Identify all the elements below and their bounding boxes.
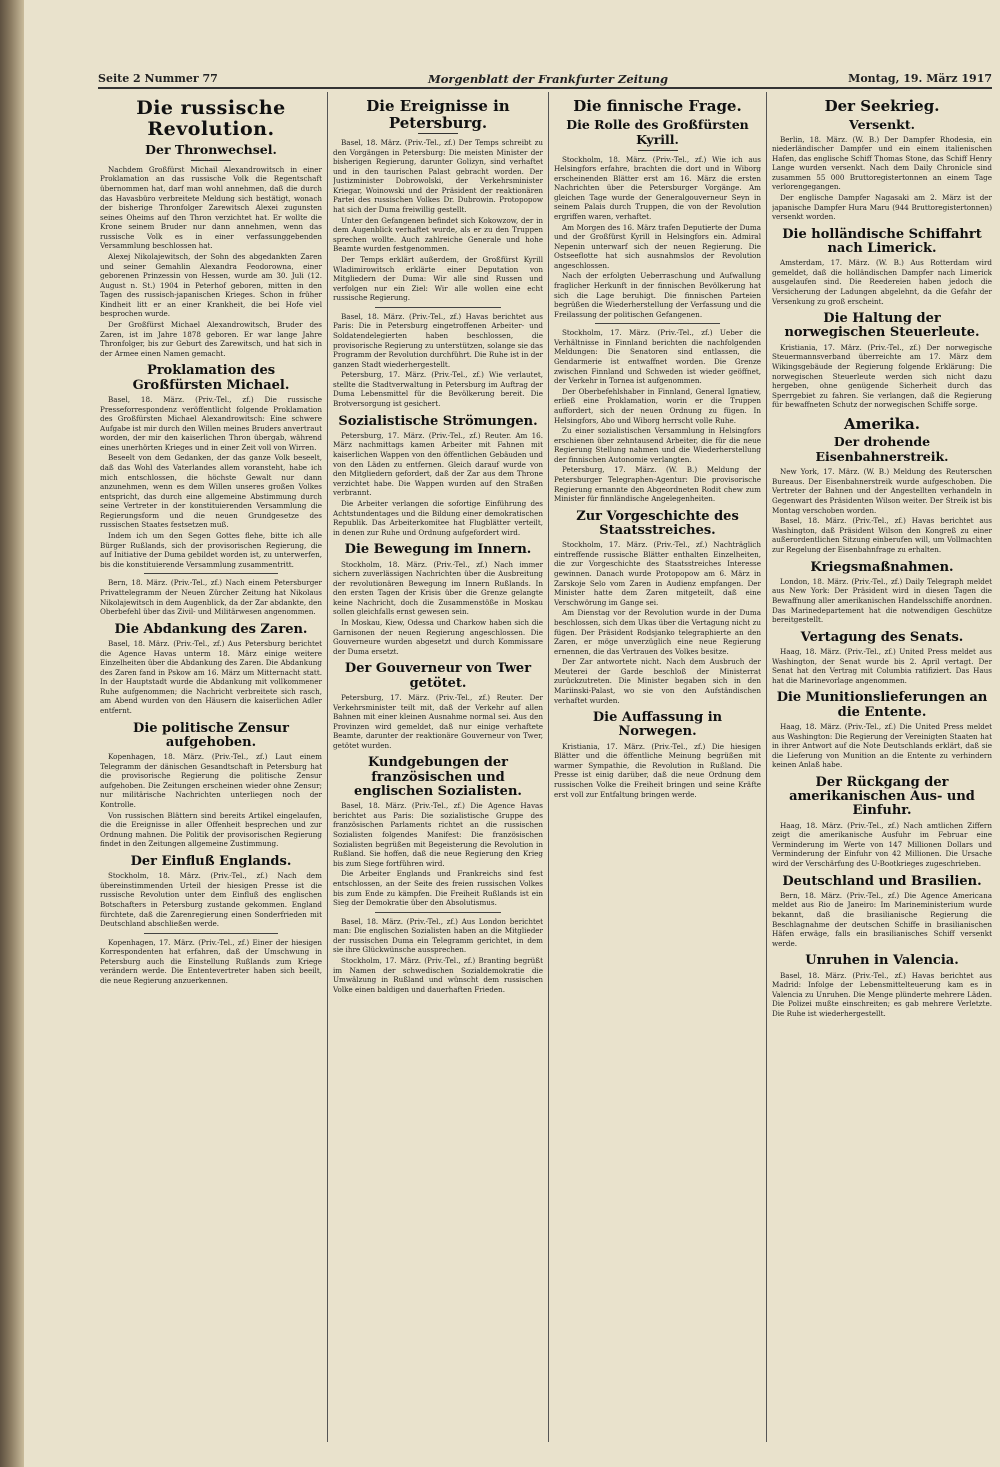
article-paragraph: Von russischen Blättern sind bereits Artikel eingelaufen, die die Ereignisse in aller Offenheit besprechen und zur Ordnung mahnen. Die Politik der provisorischen Regierung findet in den Zeitungen allgemeine Zustimmung.	[100, 810, 322, 849]
article-paragraph: Basel, 18. März. (Priv.-Tel., zf.) Havas berichtet aus Washington, daß Präsident Wilson den Kongreß zu einer außerordentlichen Sitzung einberufen will, um Vollmachten zur Regelung der Eisenbahnfrage zu erhalten.	[772, 516, 992, 554]
section-headline: Der Gouverneur von Twer getötet.	[344, 661, 532, 691]
article-paragraph: Indem ich um den Segen Gottes flehe, bitte ich alle Bürger Rußlands, sich der provisorischen Regierung, die auf Initiative der Duma gebildet worden ist, zu unterwerfen, bis die konstituierende Versammlung zusammentritt.	[100, 531, 322, 569]
article-paragraph: Basel, 18. März. (Priv.-Tel., zf.) Die Agence Havas berichtet aus Paris: Die sozialistische Gruppe des französischen Parlaments richtet an die russischen Sozialisten folgendes Manifest: Die französischen Sozialisten begrüßen mit Begeisterung die Revolution in Rußland. Sie hoffen, daß die neue Regierung den Krieg bis zum Siege fortführen wird.	[333, 801, 543, 868]
article-paragraph: Der Zar antwortete nicht. Nach dem Ausbruch der Meuterei der Garde beschloß der Ministerrat zurückzutreten. Die Minister begaben sich in den Mariinski-Palast, wo sie von den Aufständischen verhaftet wurden.	[554, 657, 761, 705]
article-paragraph: Petersburg, 17. März. (Priv.-Tel., zf.) Wie verlautet, stellte die Stadtverwaltung in Petersburg im Auftrag der Duma Lebensmittel für die Bevölkerung bereit. Die Brotversorgung ist gesichert.	[333, 370, 543, 409]
article-paragraph: Basel, 18. März. (Priv.-Tel., zf.) Die russische Presseforrespondenz veröffentlicht folgende Proklamation des Großfürsten Michael Alexandrowitsch: Eine schwere Aufgabe ist mir durch den Willen meines Bruders anvertraut worden, der mir den kaiserlichen Thron übergab, während eines unerhörten Krieges und in einer Zeit voll von Wirren.	[100, 394, 322, 452]
article-paragraph: Stockholm, 18. März. (Priv.-Tel., zf.) Wie ich aus Helsingfors erfahre, brachten die dort und in Wiborg erscheinenden Blätter erst am 16. März die ersten Nachrichten über die Petersburger Vorgänge. Am gleichen Tage wurde der Generalgouverneur Seyn in seinem Palais durch Truppen, die von der Revolution ergriffen waren, verhaftet.	[554, 154, 761, 221]
section-headline: Kundgebungen der französischen und englischen Sozialisten.	[354, 755, 522, 799]
article-paragraph: Berlin, 18. März. (W. B.) Der Dampfer Rhodesia, ein niederländischer Dampfer und ein einem italienischen Hafen, das englische Schiff Thomas Stone, das Schiff Henry Lange wurden versenkt. Nach dem Daily Chronicle sind zusammen 55 000 Bruttoregistertonnen an einem Tage verlorengegangen.	[772, 134, 992, 192]
article-paragraph: Die Arbeiter verlangen die sofortige Einführung des Achtstundentages und die Bildung einer demokratischen Republik. Das Arbeiterkomitee hat Flugblätter verteilt, in denen zur Ruhe und Ordnung aufgefordert wird.	[333, 498, 543, 537]
article-paragraph: Amsterdam, 17. März. (W. B.) Aus Rotterdam wird gemeldet, daß die holländischen Dampfer nach Limerick ausgelaufen sind. Die Reedereien haben jedoch die Versicherung der Ladungen abgelehnt, da die Gefahr der Versenkung zu groß erscheint.	[772, 258, 992, 306]
divider	[595, 323, 719, 324]
page-number: Seite 2 Nummer 77	[98, 72, 218, 85]
article-paragraph: Der Großfürst Michael Alexandrowitsch, Bruder des Zaren, ist im Jahre 1878 geboren. Er war lange Jahre Thronfolger, bis zur Geburt des Zarewitsch, und hat sich in der Armee einen Namen gemacht.	[100, 320, 322, 358]
section-headline: Unruhen in Valencia.	[805, 953, 959, 969]
column-2	[333, 92, 543, 1442]
article-paragraph: Zu einer sozialistischen Versammlung in Helsingfors erschienen über zehntausend Arbeiter, die für die neue Regierung Stellung nahmen und die Wiederherstellung der finnischen Autonomie verlangten.	[554, 426, 761, 464]
article-paragraph: Unter den Gefangenen befindet sich Kokowzow, der in dem Augenblick verhaftet wurde, als er zu den Truppen sprechen wollte. Auch zahlreiche Generale und hohe Beamte wurden festgenommen.	[333, 215, 543, 254]
article-paragraph: Beseelt von dem Gedanken, der das ganze Volk beseelt, daß das Wohl des Vaterlandes allem voransteht, habe ich mich entschlossen, die höchste Gewalt nur dann anzunehmen, wenn es dem Willen unseres großen Volkes entspricht, das durch eine allgemeine Abstimmung durch seine Vertreter in der konstituierenden Versammlung die Regierungsform und die neuen Grundgesetze des russischen Staates festsetzen muß.	[100, 453, 322, 530]
page-header	[98, 68, 992, 90]
article-paragraph: Am Morgen des 16. März trafen Deputierte der Duma und der Großfürst Kyrill in Helsingfors ein. Admiral Nepenin unterwarf sich der neuen Regierung. Die Ostseeflotte hat sich ausnahmslos der Revolution angeschlossen.	[554, 222, 761, 270]
article-paragraph: Petersburg, 17. März. (Priv.-Tel., zf.) Reuter. Am 16. März nachmittags kamen Arbeiter mit Fahnen mit kaiserlichen Wappen von den öffentlichen Gebäuden und von den Läden zu entfernen. Gleich darauf wurde von den Mitgliedern gefordert, daß der Zar aus dem Throne verzichtet habe. Die Wappen wurden auf den Straßen verbrannt.	[333, 430, 543, 498]
article-paragraph: Kristiania, 17. März. (Priv.-Tel., zf.) Die hiesigen Blätter und die öffentliche Meinung begrüßen mit warmer Sympathie, die Revolution in Rußland. Die Presse ist einig darüber, daß die neue Ordnung dem russischen Volke die Freiheit bringen und seine Kräfte erst voll zur Entfaltung bringen werde.	[554, 741, 761, 799]
column-rule	[327, 92, 328, 1442]
section-headline: Kriegsmaßnahmen.	[810, 559, 954, 575]
divider	[191, 160, 231, 161]
section-headline: Sozialistische Strömungen.	[338, 413, 538, 429]
section-headline: Vertagung des Senats.	[800, 629, 964, 645]
article-paragraph: Basel, 18. März. (Priv.-Tel., zf.) Havas berichtet aus Madrid: Infolge der Lebensmittelteuerung kam es in Valencia zu Unruhen. Die Menge plünderte mehrere Läden. Die Polizei mußte einschreiten; es gab mehrere Verletzte. Die Ruhe ist wiederhergestellt.	[772, 970, 992, 1018]
article-paragraph: Petersburg, 17. März. (Priv.-Tel., zf.) Reuter. Der Verkehrsminister teilt mit, daß der Verkehr auf allen Bahnen mit einer kleinen Ausnahme normal sei. Aus den Provinzen wird gemeldet, daß nur einige verhaftete Beamte, darunter der reaktionäre Gouverneur von Twer, getötet wurden.	[333, 692, 543, 750]
article-paragraph: Am Dienstag vor der Revolution wurde in der Duma beschlossen, sich dem Ukas über die Vertagung nicht zu fügen. Der Präsident Rodsjanko telegraphierte an den Zaren, er möge unverzüglich eine neue Regierung ernennen, die das Vertrauen des Volkes besitze.	[554, 608, 761, 656]
article-paragraph: Nach der erfolgten Ueberraschung und Aufwallung fraglicher Herkunft in der finnischen Bevölkerung hat sich die Lage beruhigt. Die finnischen Parteien begrüßen die Wiederherstellung der Verfassung und die Freilassung der politischen Gefangenen.	[554, 271, 761, 319]
article-paragraph: Alexej Nikolajewitsch, der Sohn des abgedankten Zaren und seiner Gemahlin Alexandra Feodorowna, einer geborenen Prinzessin von Hessen, wurde am 30. Juli (12. August n. St.) 1904 in Peterhof geboren, mitten in den Tagen des russisch-japanischen Krieges. Schon in früher Kindheit litt er an einer Krankheit, die bei Hofe viel besprochen wurde.	[100, 251, 322, 319]
section-headline: Der Einfluß Englands.	[130, 853, 292, 869]
section-headline: Deutschland und Brasilien.	[782, 873, 982, 889]
section-headline: Proklamation des Großfürsten Michael.	[132, 363, 290, 393]
section-headline: Die holländische Schiffahrt nach Limerick.	[782, 226, 982, 256]
article-paragraph: In Moskau, Kiew, Odessa und Charkow haben sich die Garnisonen der neuen Regierung angeschlossen. Die Gouverneure wurden abgesetzt und durch Kommissare der Duma ersetzt.	[333, 618, 543, 656]
section-headline: Die Munitionslieferungen an die Entente.	[776, 690, 988, 720]
section-headline: Amerika.	[844, 414, 920, 433]
section-headline: Die politische Zensur aufgehoben.	[133, 720, 289, 750]
column-1	[100, 92, 322, 1442]
column-rule	[766, 92, 767, 1442]
book-binding	[0, 0, 24, 1467]
article-paragraph: Basel, 18. März. (Priv.-Tel., zf.) Aus Petersburg berichtet die Agence Havas unterm 18. März einige weitere Einzelheiten über die Abdankung des Zaren. Die Abdankung des Zaren fand in Pskow am 16. März um Mitternacht statt. In der Hauptstadt wurde die Abdankung mit vollkommener Ruhe aufgenommen; die Nachricht verbreitete sich rasch, am Abend wurden von den Häusern die kaiserlichen Adler entfernt.	[100, 638, 322, 715]
article-paragraph: Kopenhagen, 18. März. (Priv.-Tel., zf.) Laut einem Telegramm der dänischen Gesandtschaft in Petersburg hat die provisorische Regierung die politische Zensur aufgehoben. Die Zeitungen erscheinen wieder ohne Zensur; nur militärische Nachrichten unterliegen noch der Kontrolle.	[100, 752, 322, 810]
article-paragraph: Stockholm, 17. März. (Priv.-Tel., zf.) Nachträglich eintreffende russische Blätter enthalten Einzelheiten, die zur Vorgeschichte des Staatsstreiches Interesse gewinnen. Danach wurde Protopopow am 6. März in Zarskoje Selo vom Zaren in Audienz empfangen. Der Minister hatte dem Zaren mitgeteilt, daß eine Verschwörung im Gange sei.	[554, 540, 761, 607]
section-subtitle: Der Thronwechsel.	[145, 141, 277, 157]
article-paragraph: Basel, 18. März. (Priv.-Tel., zf.) Der Temps schreibt zu den Vorgängen in Petersburg: Die meisten Minister der bisherigen Regierung, darunter Golizyn, sind verhaftet und in den taurischen Palast gebracht worden. Der Justizminister Dobrowolski, der Verkehrsminister Kriegar, Woinowski und der Präsident der reaktionären Partei des russischen Volkes Dr. Dubrowin. Protopopow hat sich der Duma freiwillig gestellt.	[333, 138, 543, 215]
article-paragraph: Der englische Dampfer Nagasaki am 2. März ist der japanische Dampfer Hura Maru (944 Bruttoregistertonnen) versenkt worden.	[772, 192, 992, 222]
issue-date: Montag, 19. März 1917	[848, 72, 992, 85]
article-paragraph: Petersburg, 17. März. (W. B.) Meldung der Petersburger Telegraphen-Agentur: Die provisorische Regierung ernannte den Abgeordneten Rodit chew zum Minister für finnländische Angelegenheiten.	[554, 465, 761, 504]
section-headline: Der Seekrieg.	[824, 97, 940, 115]
article-paragraph: Der Oberbefehlshaber in Finnland, General Ignatiew, erließ eine Proklamation, worin er die Truppen auffordert, sich der neuen Ordnung zu fügen. In Helsingfors, Abo und Wiborg herrscht volle Ruhe.	[554, 386, 761, 425]
article-paragraph: Stockholm, 18. März. (Priv.-Tel., zf.) Nach dem übereinstimmenden Urteil der hiesigen Presse ist die russische Revolution unter dem Einfluß des englischen Botschafters in Petersburg zustande gekommen. England fürchtete, daß die Zarenregierung einen Sonderfrieden mit Deutschland abschließen werde.	[100, 871, 322, 929]
masthead: Morgenblatt der Frankfurter Zeitung	[428, 72, 669, 86]
header-rule	[98, 87, 992, 89]
section-headline: Die Auffassung in Norwegen.	[592, 710, 723, 740]
article-paragraph: Bern, 18. März. (Priv.-Tel., zf.) Die Agence Americana meldet aus Rio de Janeiro: Im Marineministerium wurde bekannt, daß die brasilianische Regierung die Beschlagnahme der deutschen Schiffe in brasilianischen Häfen erwäge, falls ein brasilianisches Schiff versenkt werde.	[772, 890, 992, 948]
article-paragraph: London, 18. März. (Priv.-Tel., zf.) Daily Telegraph meldet aus New York: Der Präsident wird in diesen Tagen die Bewaffnung aller amerikanischen Handelsschiffe anordnen. Das Marinedepartement hat die notwendigen Geschütze bereitgestellt.	[772, 576, 992, 625]
divider	[375, 912, 501, 913]
section-headline: Die finnische Frage.	[573, 97, 742, 115]
article-paragraph: Die Arbeiter Englands und Frankreichs sind fest entschlossen, an der Seite des freien russischen Volkes bis zum Ende zu kämpfen. Die Freiheit Rußlands ist ein Sieg der Demokratie über den Absolutismus.	[333, 869, 543, 908]
section-headline: Die Haltung der norwegischen Steuerleute.	[784, 311, 980, 341]
section-headline: Die Bewegung im Innern.	[344, 542, 532, 558]
section-subtitle: Die Rolle des Großfürsten Kyrill.	[566, 116, 749, 147]
main-headline: Die russische Revolution.	[136, 97, 286, 140]
section-headline: Der Rückgang der amerikanischen Aus- und Einfuhr.	[789, 774, 975, 819]
article-paragraph: Kopenhagen, 17. März. (Priv.-Tel., zf.) Einer der hiesigen Korrespondenten hat erfahren, daß der Umschwung in Petersburg auch die Einstellung Rußlands zum Kriege verändern werde. Die Ententevertreter haben sich beeilt, die neue Regierung anzuerkennen.	[100, 937, 322, 986]
divider	[144, 573, 277, 574]
section-headline: Die Ereignisse in Petersburg.	[366, 97, 510, 132]
article-paragraph: Basel, 18. März. (Priv.-Tel., zf.) Havas berichtet aus Paris: Die in Petersburg eingetroffenen Arbeiter- und Soldatendelegierten haben beschlossen, die provisorische Regierung zu unterstützen, solange sie das Programm der Revolution durchführt. Die Ruhe ist in der ganzen Stadt wiederhergestellt.	[333, 311, 543, 369]
divider	[418, 133, 458, 134]
article-paragraph: Haag, 18. März. (Priv.-Tel., zf.) United Press meldet aus Washington, der Senat wurde bis 2. April vertagt. Der Senat hat den Vertrag mit Columbia ratifiziert. Das Haus hat die Marinevorlage angenommen.	[772, 647, 992, 685]
column-rule	[548, 92, 549, 1442]
article-paragraph: Haag, 18. März. (Priv.-Tel., zf.) Die United Press meldet aus Washington: Die Regierung der Vereinigten Staaten hat in ihrer Antwort auf die Note Deutschlands erklärt, daß sie die Lieferung von Munition an die Entente zu verhindern keinen Anlaß habe.	[772, 721, 992, 770]
article-paragraph: Haag, 18. März. (Priv.-Tel., zf.) Nach amtlichen Ziffern zeigt die amerikanische Ausfuhr im Februar eine Verminderung im Werte von 147 Millionen Dollars und Verminderung der Einfuhr von 42 Millionen. Die Ursache wird der Verschärfung des U-Bootkrieges zugeschrieben.	[772, 820, 992, 869]
article-paragraph: Nachdem Großfürst Michail Alexandrowitsch in einer Proklamation an das russische Volk die Regentschaft übernommen hat, darf man wohl annehmen, daß die durch das Havasbüro verbreitete Meldung sich bestätigt, wonach der bisherige Thronfolger Zarewitsch Alexei zugunsten seines Oheims auf den Thron verzichtet hat. Er wollte die Krone seinem Bruder nur dann annehmen, wenn das russische Volk es in einer verfassunggebenden Versammlung beschlossen hat.	[100, 164, 322, 251]
article-paragraph: Kristiania, 17. März. (Priv.-Tel., zf.) Der norwegische Steuermannsverband überreichte am 17. März dem Wikingsgebäude der Regierung folgende Erklärung: Die norwegischen Steuerleute werden sich nicht dazu hergeben, ohne genügende Sicherheit durch das Sperrgebiet zu fahren. Sie verlangen, daß die Regierung für bewaffneten Schutz der norwegischen Schiffe sorge.	[772, 342, 992, 410]
divider	[375, 307, 501, 308]
section-subtitle: Versenkt.	[849, 116, 915, 132]
section-subtitle: Der drohende Eisenbahnerstreik.	[815, 434, 949, 465]
newspaper-page	[24, 0, 1000, 1467]
article-paragraph: Stockholm, 17. März. (Priv.-Tel., zf.) Branting begrüßt im Namen der schwedischen Sozialdemokratie die Umwälzung in Rußland und wünscht dem russischen Volke einen baldigen und dauerhaften Frieden.	[333, 955, 543, 994]
article-paragraph: Stockholm, 18. März. (Priv.-Tel., zf.) Nach immer sichern zuverlässigen Nachrichten über die Ausbreitung der revolutionären Bewegung im Innern Rußlands. In den ersten Tagen der Krisis über die Grenze gelangte keine Nachricht, doch die Zusammenstöße in Moskau sollen gleichfalls ernst gewesen sein.	[333, 559, 543, 617]
article-paragraph: Stockholm, 17. März. (Priv.-Tel., zf.) Ueber die Verhältnisse in Finnland berichten die nachfolgenden Meldungen: Die Senatoren sind entlassen, die Gendarmerie ist entwaffnet worden. Die Grenze zwischen Finnland und Schweden ist wieder geöffnet, der Verkehr in Tornea ist aufgenommen.	[554, 328, 761, 386]
article-paragraph: Basel, 18. März. (Priv.-Tel., zf.) Aus London berichtet man: Die englischen Sozialisten haben an die Mitglieder der russischen Duma ein Telegramm gerichtet, in dem sie ihre Glückwünsche aussprechen.	[333, 916, 543, 955]
column-3	[554, 92, 761, 1442]
section-headline: Die Abdankung des Zaren.	[114, 621, 308, 637]
divider	[638, 150, 678, 151]
divider	[144, 933, 277, 934]
column-4	[772, 92, 992, 1442]
section-headline: Zur Vorgeschichte des Staatsstreiches.	[576, 508, 739, 539]
article-paragraph: Der Temps erklärt außerdem, der Großfürst Kyrill Wladimirowitsch erklärte einer Deputation von Mitgliedern der Duma: Wir alle sind Russen und verfolgen nur ein Ziel: Wir alle wollen eine echt russische Regierung.	[333, 254, 543, 303]
article-paragraph: Bern, 18. März. (Priv.-Tel., zf.) Nach einem Petersburger Privattelegramm der Neuen Zürcher Zeitung hat Nikolaus Nikolajewitsch in dem Augenblick, da der Zar abdankte, den Oberbefehl über das Zivil- und Militärwesen angenommen.	[100, 578, 322, 617]
article-paragraph: New York, 17. März. (W. B.) Meldung des Reuterschen Bureaus. Der Eisenbahnerstreik wurde aufgeschoben. Die Vertreter der Bahnen und der Angestellten verhandeln in Gegenwart des Präsidenten Wilson weiter. Der Streik ist bis Montag verschoben worden.	[772, 467, 992, 515]
